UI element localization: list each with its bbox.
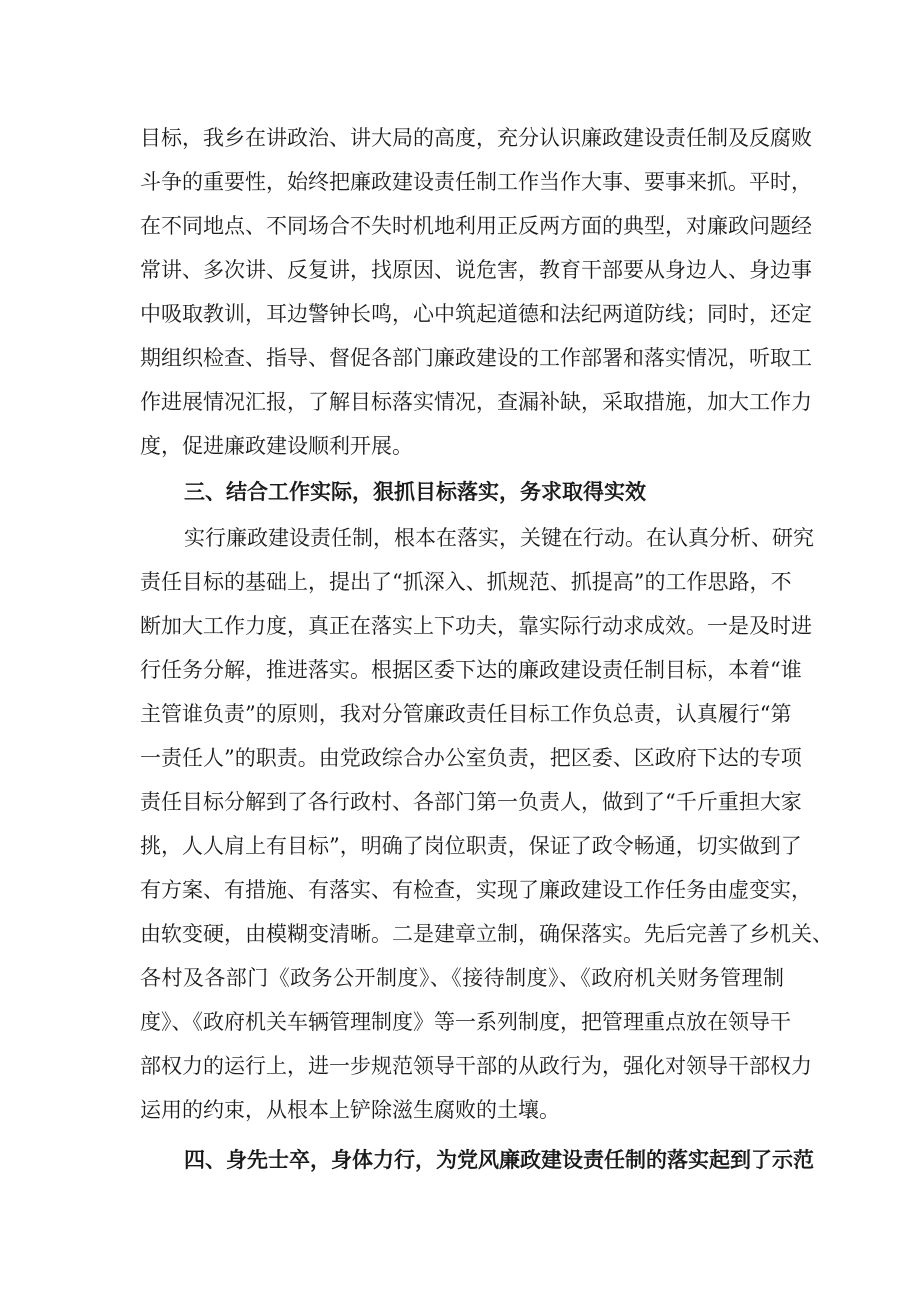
paragraph-2-line-10: 由软变硬，由模糊变清晰。二是建章立制，确保落实。先后完善了乡机关、 <box>140 922 833 946</box>
paragraph-2-line-7: 责任目标分解到了各行政村、各部门第一负责人，做到了“千斤重担大家 <box>140 790 802 814</box>
paragraph-1-line-3: 在不同地点、不同场合不失时机地利用正反两方面的典型，对廉政问题经 <box>140 214 812 238</box>
paragraph-2-line-11: 各村及各部门《政务公开制度》、《接待制度》、《政府机关财务管理制 <box>140 966 784 990</box>
paragraph-2-line-1: 实行廉政建设责任制，根本在落实，关键在行动。在认真分析、研究 <box>184 526 814 550</box>
paragraph-1-line-7: 作进展情况汇报，了解目标落实情况，查漏补缺，采取措施，加大工作力 <box>140 390 812 414</box>
paragraph-2-line-4: 行任务分解，推进落实。根据区委下达的廉政建设责任制目标，本着“谁 <box>140 658 802 682</box>
paragraph-1-line-4: 常讲、多次讲、反复讲，找原因、说危害，教育干部要从身边人、身边事 <box>140 258 812 282</box>
paragraph-2-line-12: 度》、《政府机关车辆管理制度》等一系列制度，把管理重点放在领导干 <box>140 1010 791 1034</box>
paragraph-1-line-5: 中吸取教训，耳边警钟长鸣，心中筑起道德和法纪两道防线；同时，还定 <box>140 302 812 326</box>
section-heading-4: 四、身先士卒，身体力行，为党风廉政建设责任制的落实起到了示范 <box>184 1148 814 1172</box>
paragraph-2-line-3: 断加大工作力度，真正在落实上下功夫，靠实际行动求成效。一是及时进 <box>140 614 812 638</box>
paragraph-2-line-13: 部权力的运行上，进一步规范领导干部的从政行为，强化对领导干部权力 <box>140 1054 812 1078</box>
paragraph-2-line-2: 责任目标的基础上，提出了“抓深入、抓规范、抓提高”的工作思路，不 <box>140 570 792 594</box>
paragraph-1-line-1: 目标，我乡在讲政治、讲大局的高度，充分认识廉政建设责任制及反腐败 <box>140 126 812 150</box>
paragraph-2-line-5: 主管谁负责”的原则，我对分管廉政责任目标工作负总责，认真履行“第 <box>140 702 792 726</box>
paragraph-1-line-2: 斗争的重要性，始终把廉政建设责任制工作当作大事、要事来抓。平时， <box>140 170 812 194</box>
paragraph-1-line-8: 度，促进廉政建设顺利开展。 <box>140 434 413 458</box>
paragraph-1-line-6: 期组织检查、指导、督促各部门廉政建设的工作部署和落实情况，听取工 <box>140 346 812 370</box>
paragraph-2-line-9: 有方案、有措施、有落实、有检查，实现了廉政建设工作任务由虚变实， <box>140 878 812 902</box>
section-heading-3: 三、结合工作实际，狠抓目标落实，务求取得实效 <box>184 480 646 504</box>
paragraph-2-line-14: 运用的约束，从根本上铲除滋生腐败的土壤。 <box>140 1098 560 1122</box>
paragraph-2-line-6: 一责任人”的职责。由党政综合办公室负责，把区委、区政府下达的专项 <box>140 746 802 770</box>
paragraph-2-line-8: 挑，人人肩上有目标”，明确了岗位职责，保证了政令畅通，切实做到了 <box>140 834 802 858</box>
